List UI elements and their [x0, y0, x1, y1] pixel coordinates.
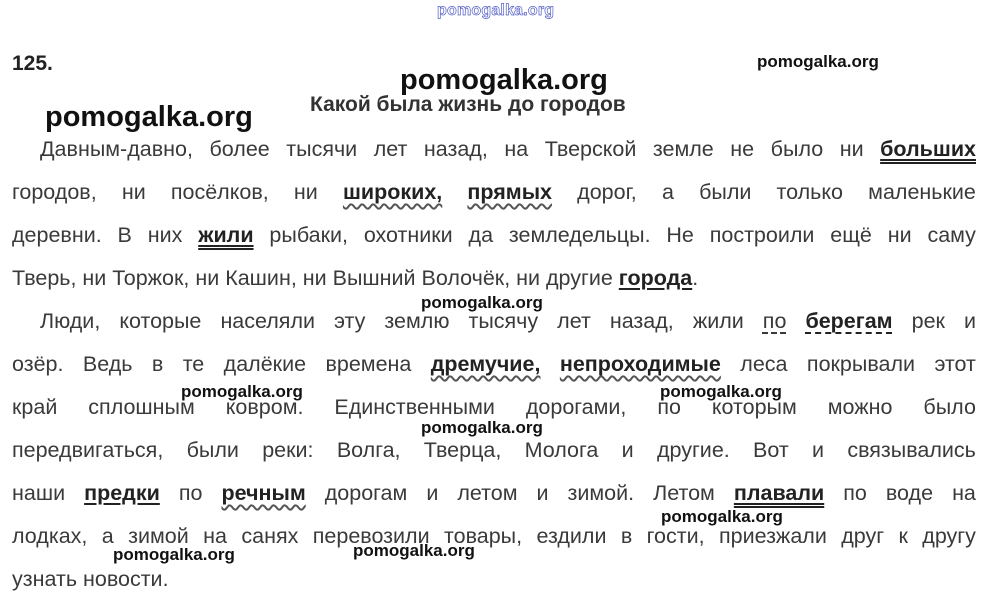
text-line: Люди, которые населяли эту землю тысячу лет назад, жили по берегам рек и: [40, 309, 976, 333]
text-line: передвигаться, были реки: Волга, Тверца, Молога и другие. Вот и связывались: [12, 438, 976, 462]
underlined-word: по: [762, 309, 787, 333]
text-line: край сплошным ковром. Единственными дорогами, по которым можно было: [12, 395, 976, 419]
underlined-word: плавали: [733, 481, 825, 505]
text-line: озёр. Ведь в те далёкие времена дремучие, непроходимые леса покрывали этот: [12, 352, 976, 376]
text-line: деревни. В них жили рыбаки, охотники да земледельцы. Не построили ещё ни саму: [12, 223, 976, 247]
watermark: pomogalka.org: [181, 382, 303, 401]
watermark: pomogalka.org: [400, 64, 608, 96]
underlined-word: широких,: [342, 180, 443, 204]
watermark: pomogalka.org: [421, 293, 543, 312]
text-line: городов, ни посёлков, ни широких, прямых дорог, а были только маленькие: [12, 180, 976, 204]
underlined-word: берегам: [805, 309, 893, 333]
text-line: узнать новости.: [12, 567, 169, 591]
underlined-word: больших: [880, 137, 976, 161]
watermark: pomogalka.org: [757, 52, 879, 71]
underlined-word: города: [618, 266, 693, 290]
exercise-number: 125.: [12, 52, 53, 75]
text-line: наши предки по речным дорогам и летом и зимой. Летом плавали по воде на: [12, 481, 976, 505]
text-line: Тверь, ни Торжок, ни Кашин, ни Вышний Волочёк, ни другие города .: [12, 266, 699, 290]
watermark: pomogalka.org: [353, 541, 475, 560]
underlined-word: прямых: [467, 180, 553, 204]
watermark: pomogalka.org: [113, 545, 235, 564]
underlined-word: речным: [221, 481, 306, 505]
watermark: pomogalka.org: [660, 382, 782, 401]
text-line: лодках, а зимой на санях перевозили товары, ездили в гости, приезжали друг к другу: [12, 524, 976, 548]
watermark: pomogalka.org: [45, 101, 253, 133]
watermark: pomogalka.org: [661, 507, 783, 526]
underlined-word: жили: [198, 223, 254, 247]
underlined-word: дремучие,: [430, 352, 541, 376]
watermark: pomogalka.org: [421, 418, 543, 437]
page-title: Какой была жизнь до городов: [310, 93, 626, 116]
watermark-top: pomogalka.org: [437, 2, 555, 19]
underlined-word: предки: [84, 481, 160, 505]
underlined-word: непроходимые: [559, 352, 721, 376]
text-line: Давным-давно, более тысячи лет назад, на Тверской земле не было ни больших: [40, 137, 976, 161]
